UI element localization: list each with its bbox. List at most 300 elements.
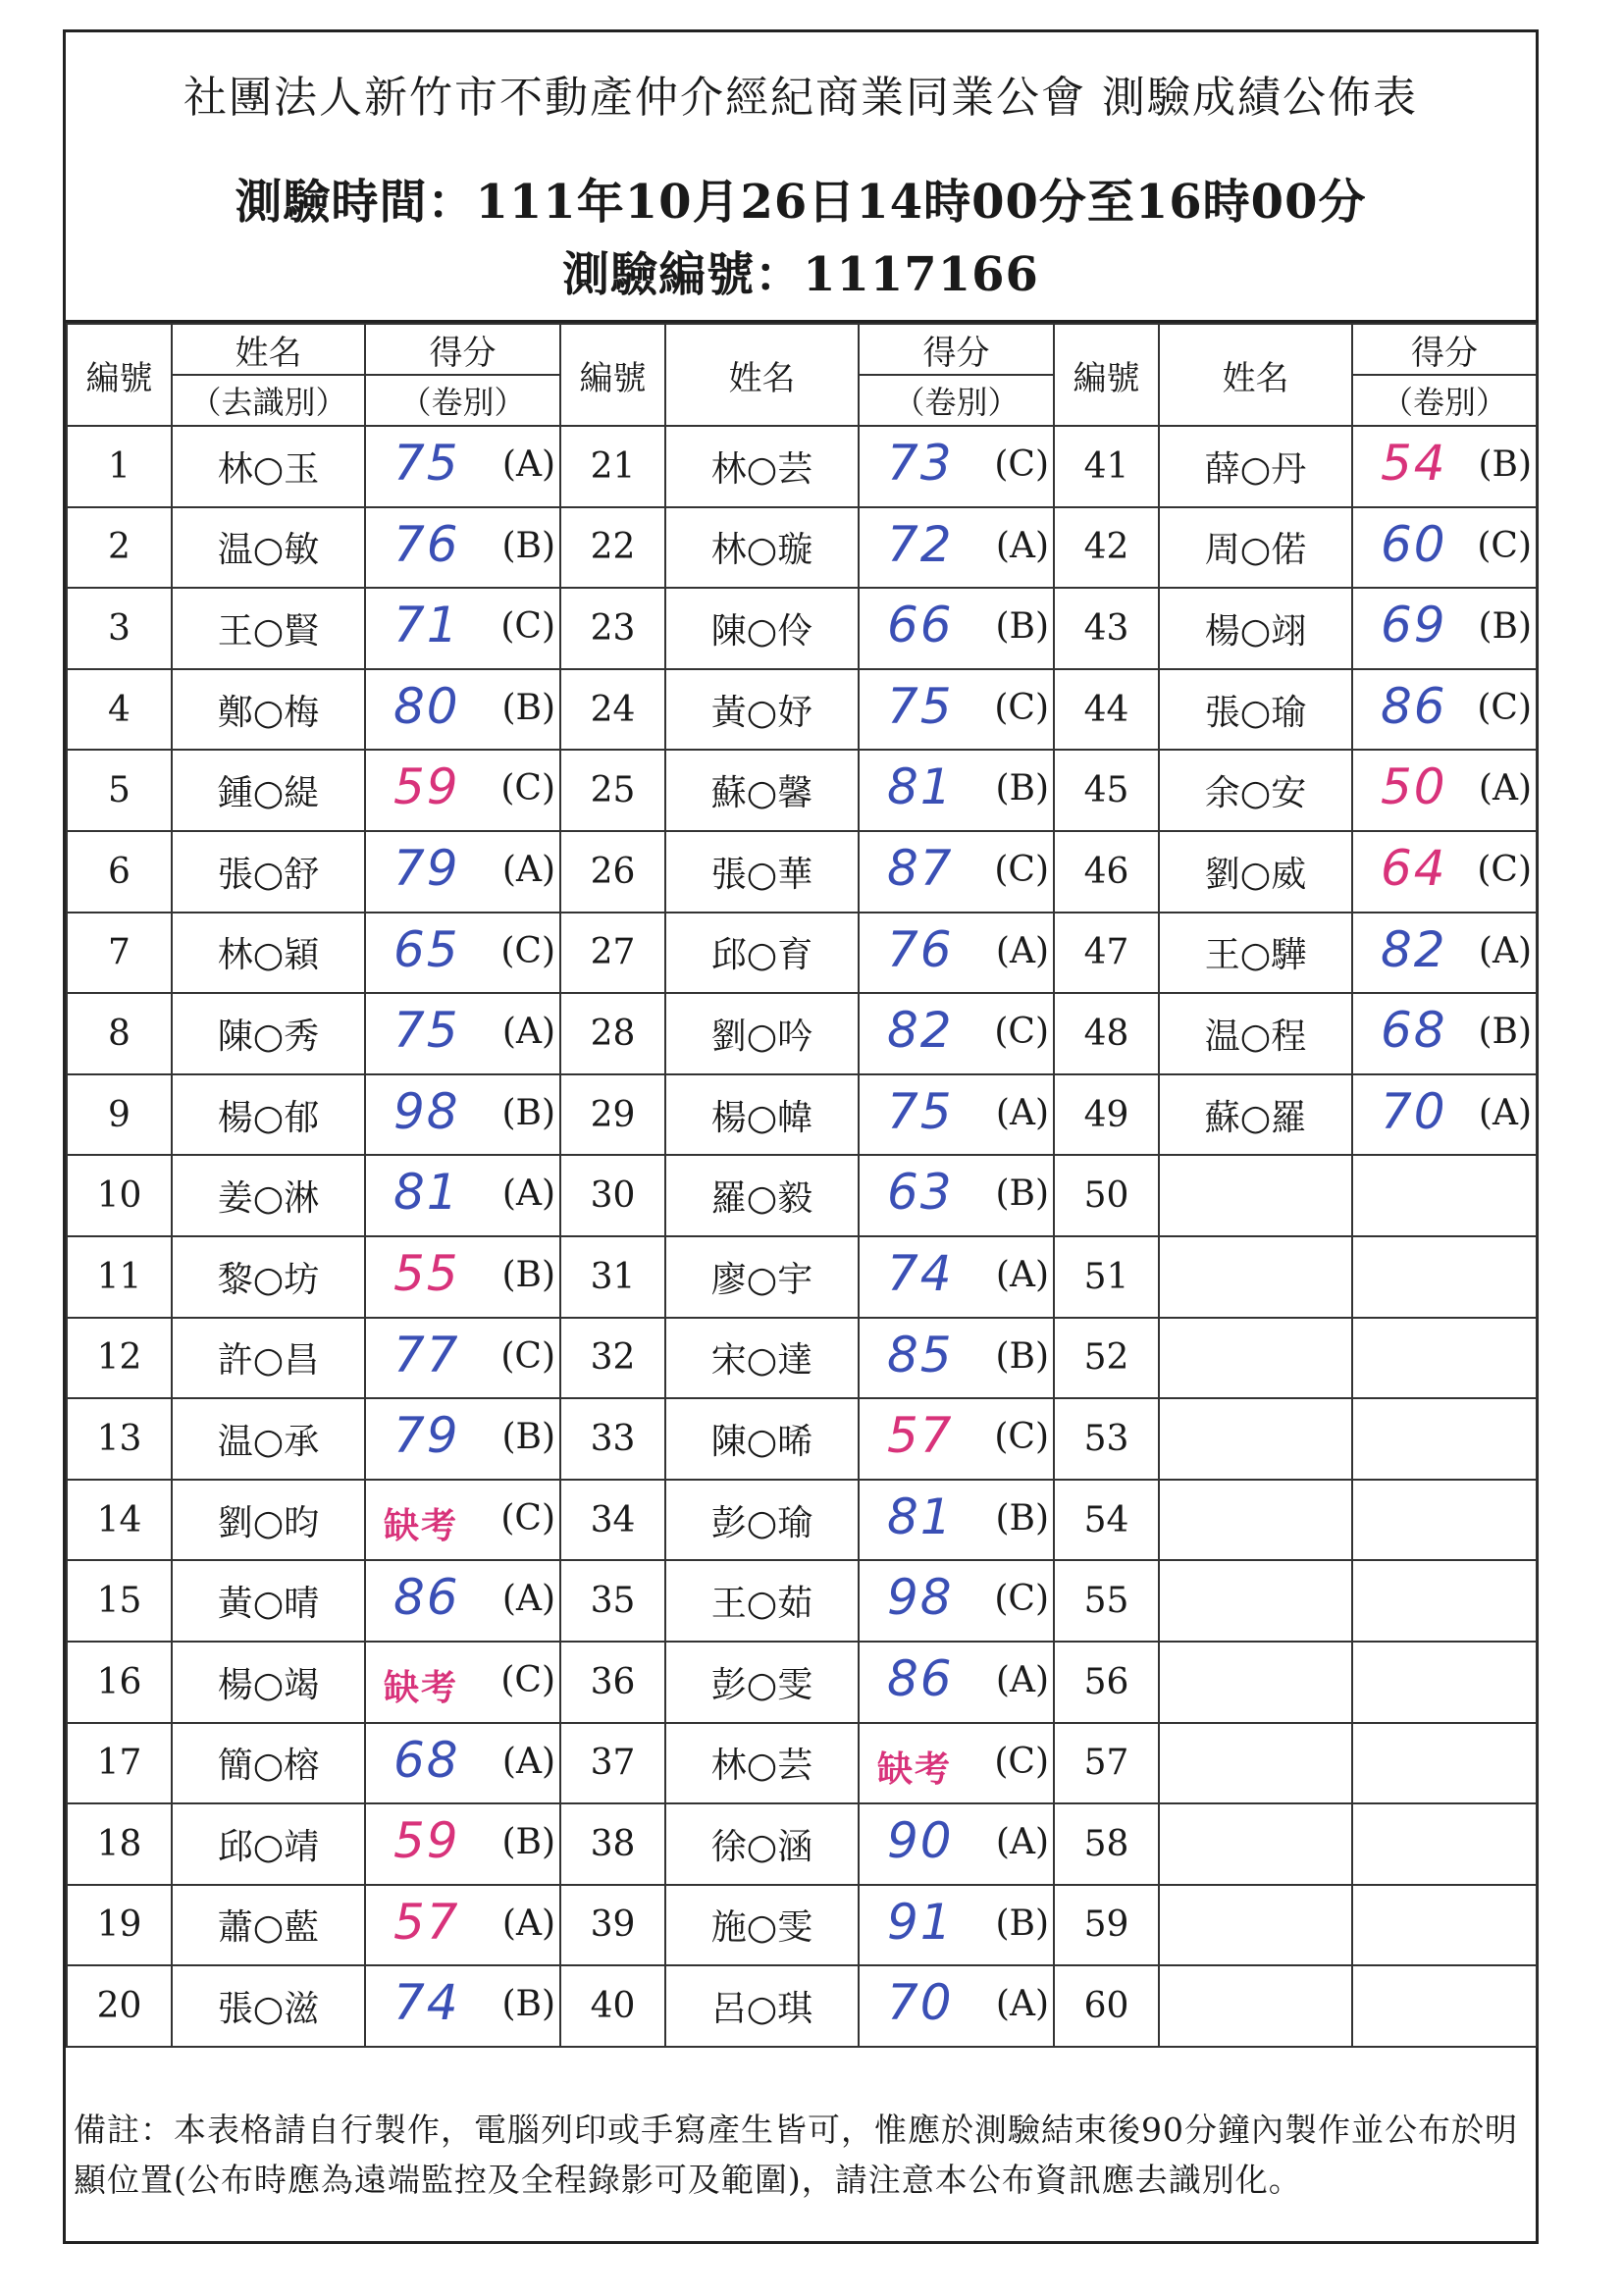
absent-stamp: 缺考 xyxy=(384,1666,459,1708)
paper-version: (B) xyxy=(501,687,555,728)
entry-score-cell xyxy=(1352,913,1537,994)
paper-version: (B) xyxy=(501,1822,555,1863)
table-row xyxy=(67,426,1537,507)
handwritten-score: 70 xyxy=(887,1974,954,2032)
entry-number: 39 xyxy=(560,1885,665,1966)
entry-name xyxy=(1159,1318,1352,1399)
entry-name: 温○程 xyxy=(1159,993,1352,1074)
entry-score-cell xyxy=(1352,1885,1537,1966)
handwritten-score: 69 xyxy=(1381,597,1447,654)
handwritten-score: 81 xyxy=(393,1164,460,1222)
entry-score-cell xyxy=(1352,831,1537,913)
paper-version: (A) xyxy=(1478,1092,1532,1133)
entry-number: 6 xyxy=(67,831,172,913)
table-row xyxy=(67,1885,1537,1966)
entry-number: 53 xyxy=(1054,1398,1159,1480)
entry-name: 羅○毅 xyxy=(665,1155,859,1236)
paper-version: (A) xyxy=(995,1659,1049,1700)
handwritten-score: 50 xyxy=(1381,758,1447,816)
entry-score-cell xyxy=(859,1642,1054,1723)
entry-name: 鄭○梅 xyxy=(172,669,365,751)
entry-score-cell xyxy=(859,1074,1054,1156)
paper-version: (B) xyxy=(501,1254,555,1295)
entry-number: 5 xyxy=(67,750,172,831)
entry-score-cell xyxy=(365,1074,560,1156)
paper-version: (B) xyxy=(995,606,1049,648)
entry-score-cell xyxy=(365,1398,560,1480)
entry-number: 24 xyxy=(560,669,665,751)
entry-score-cell xyxy=(1352,1074,1537,1156)
handwritten-score: 57 xyxy=(887,1407,954,1465)
table-row xyxy=(67,1155,1537,1236)
entry-name xyxy=(1159,1155,1352,1236)
header-name: 姓名 xyxy=(665,324,859,426)
handwritten-score: 86 xyxy=(393,1569,460,1627)
handwritten-score: 77 xyxy=(393,1326,460,1383)
entry-name: 張○舒 xyxy=(172,831,365,913)
entry-name: 邱○靖 xyxy=(172,1803,365,1885)
entry-name: 陳○伶 xyxy=(665,588,859,669)
entry-score-cell xyxy=(1352,1398,1537,1480)
header-score: 得分 xyxy=(859,324,1054,375)
table-row xyxy=(67,1318,1537,1399)
entry-number: 34 xyxy=(560,1480,665,1561)
paper-version: (B) xyxy=(995,1497,1049,1539)
handwritten-score: 82 xyxy=(887,1002,954,1060)
paper-version: (A) xyxy=(501,1579,555,1620)
table-row xyxy=(67,993,1537,1074)
paper-version: (C) xyxy=(500,1335,555,1377)
entry-name: 温○敏 xyxy=(172,507,365,589)
handwritten-score: 75 xyxy=(887,1082,954,1140)
table-row xyxy=(67,1398,1537,1480)
sheet-header xyxy=(66,32,1536,323)
entry-number: 22 xyxy=(560,507,665,589)
entry-number: 59 xyxy=(1054,1885,1159,1966)
entry-number: 36 xyxy=(560,1642,665,1723)
entry-number: 23 xyxy=(560,588,665,669)
entry-number: 31 xyxy=(560,1236,665,1318)
table-row xyxy=(67,831,1537,913)
header-score: 得分 xyxy=(365,324,560,375)
entry-score-cell xyxy=(1352,669,1537,751)
entry-score-cell xyxy=(859,1318,1054,1399)
entry-name xyxy=(1159,1723,1352,1804)
handwritten-score: 60 xyxy=(1381,515,1447,573)
score-sheet xyxy=(63,29,1539,2244)
entry-name: 楊○郁 xyxy=(172,1074,365,1156)
paper-version: (C) xyxy=(1477,687,1532,728)
entry-number: 17 xyxy=(67,1723,172,1804)
handwritten-score: 91 xyxy=(887,1893,954,1951)
entry-score-cell xyxy=(859,1885,1054,1966)
paper-version: (A) xyxy=(995,1984,1049,2025)
handwritten-score: 72 xyxy=(887,515,954,573)
entry-score-cell xyxy=(365,1155,560,1236)
header-no: 編號 xyxy=(67,324,172,426)
handwritten-score: 64 xyxy=(1381,839,1447,897)
entry-score-cell xyxy=(859,588,1054,669)
entry-score-cell xyxy=(1352,1965,1537,2047)
entry-number: 30 xyxy=(560,1155,665,1236)
entry-number: 55 xyxy=(1054,1560,1159,1642)
entry-number: 50 xyxy=(1054,1155,1159,1236)
handwritten-score: 85 xyxy=(887,1326,954,1383)
entry-number: 2 xyxy=(67,507,172,589)
handwritten-score: 86 xyxy=(1381,677,1447,735)
paper-version: (B) xyxy=(995,1903,1049,1944)
entry-score-cell xyxy=(1352,1560,1537,1642)
exam-number: 測驗編號：1117166 xyxy=(562,247,1039,302)
entry-name: 楊○幃 xyxy=(665,1074,859,1156)
entry-score-cell xyxy=(365,1965,560,2047)
entry-number: 32 xyxy=(560,1318,665,1399)
entry-name: 林○穎 xyxy=(172,913,365,994)
entry-number: 35 xyxy=(560,1560,665,1642)
entry-number: 25 xyxy=(560,750,665,831)
entry-number: 15 xyxy=(67,1560,172,1642)
entry-name: 張○滋 xyxy=(172,1965,365,2047)
organization-title: 社團法人新竹市不動產仲介經紀商業同業公會 測驗成績公佈表 xyxy=(183,73,1418,123)
entry-score-cell xyxy=(1352,1642,1537,1723)
handwritten-score: 71 xyxy=(393,597,460,654)
table-row xyxy=(67,1074,1537,1156)
handwritten-score: 81 xyxy=(887,1487,954,1545)
handwritten-score: 98 xyxy=(393,1082,460,1140)
remarks: 備註：本表格請自行製作，電腦列印或手寫產生皆可，惟應於測驗結束後90分鐘內製作並公布於明顯位置(公布時應為遠端監控及全程錄影可及範圍)，請注意本公布資訊應去識別化。 xyxy=(74,2111,1518,2199)
entry-number: 56 xyxy=(1054,1642,1159,1723)
entry-score-cell xyxy=(365,588,560,669)
entry-name xyxy=(1159,1398,1352,1480)
entry-score-cell xyxy=(365,1318,560,1399)
paper-version: (B) xyxy=(1478,606,1532,648)
entry-number: 33 xyxy=(560,1398,665,1480)
paper-version: (A) xyxy=(1478,768,1532,809)
entry-score-cell xyxy=(365,669,560,751)
entry-name xyxy=(1159,1803,1352,1885)
handwritten-score: 79 xyxy=(393,1407,460,1465)
entry-score-cell xyxy=(859,1480,1054,1561)
exam-time: 測驗時間：111年10月26日14時00分至16時00分 xyxy=(235,175,1367,230)
entry-number: 44 xyxy=(1054,669,1159,751)
entry-number: 46 xyxy=(1054,831,1159,913)
entry-score-cell xyxy=(365,1803,560,1885)
entry-number: 42 xyxy=(1054,507,1159,589)
paper-version: (A) xyxy=(995,930,1049,971)
header-no: 編號 xyxy=(560,324,665,426)
paper-version: (B) xyxy=(995,768,1049,809)
paper-version: (C) xyxy=(500,930,555,971)
entry-number: 52 xyxy=(1054,1318,1159,1399)
entry-number: 27 xyxy=(560,913,665,994)
entry-score-cell xyxy=(1352,1236,1537,1318)
header-score-sub: （卷別） xyxy=(1352,375,1537,426)
entry-number: 51 xyxy=(1054,1236,1159,1318)
entry-score-cell xyxy=(1352,1155,1537,1236)
absent-stamp: 缺考 xyxy=(384,1504,459,1546)
paper-version: (B) xyxy=(1478,1012,1532,1053)
entry-number: 48 xyxy=(1054,993,1159,1074)
score-table xyxy=(66,323,1538,2048)
paper-version: (C) xyxy=(994,849,1049,890)
entry-name: 楊○翊 xyxy=(1159,588,1352,669)
table-row xyxy=(67,913,1537,994)
entry-score-cell xyxy=(859,1236,1054,1318)
handwritten-score: 73 xyxy=(887,435,954,492)
paper-version: (C) xyxy=(994,1417,1049,1458)
paper-version: (B) xyxy=(501,1417,555,1458)
entry-score-cell xyxy=(365,831,560,913)
entry-number: 38 xyxy=(560,1803,665,1885)
entry-name: 施○雯 xyxy=(665,1885,859,1966)
entry-name xyxy=(1159,1236,1352,1318)
handwritten-score: 55 xyxy=(393,1244,460,1302)
entry-score-cell xyxy=(365,1885,560,1966)
entry-score-cell xyxy=(859,831,1054,913)
entry-number: 43 xyxy=(1054,588,1159,669)
entry-name: 王○茹 xyxy=(665,1560,859,1642)
entry-name: 劉○昀 xyxy=(172,1480,365,1561)
entry-name: 呂○琪 xyxy=(665,1965,859,2047)
header-name: 姓名 xyxy=(172,324,365,375)
handwritten-score: 65 xyxy=(393,920,460,978)
entry-score-cell xyxy=(1352,750,1537,831)
paper-version: (C) xyxy=(994,1741,1049,1782)
entry-name: 許○昌 xyxy=(172,1318,365,1399)
entry-name: 王○賢 xyxy=(172,588,365,669)
handwritten-score: 81 xyxy=(887,758,954,816)
header-no: 編號 xyxy=(1054,324,1159,426)
paper-version: (A) xyxy=(501,1741,555,1782)
table-row xyxy=(67,750,1537,831)
entry-score-cell xyxy=(365,993,560,1074)
table-row xyxy=(67,1560,1537,1642)
entry-number: 20 xyxy=(67,1965,172,2047)
entry-number: 26 xyxy=(560,831,665,913)
entry-number: 19 xyxy=(67,1885,172,1966)
paper-version: (A) xyxy=(1478,930,1532,971)
entry-number: 41 xyxy=(1054,426,1159,507)
paper-version: (A) xyxy=(995,1254,1049,1295)
table-row xyxy=(67,1803,1537,1885)
entry-name: 林○玉 xyxy=(172,426,365,507)
table-row xyxy=(67,1642,1537,1723)
entry-name: 黎○坊 xyxy=(172,1236,365,1318)
entry-name: 劉○吟 xyxy=(665,993,859,1074)
entry-name: 薛○丹 xyxy=(1159,426,1352,507)
entry-number: 37 xyxy=(560,1723,665,1804)
paper-version: (C) xyxy=(1477,525,1532,566)
entry-score-cell xyxy=(859,993,1054,1074)
entry-number: 18 xyxy=(67,1803,172,1885)
entry-name: 黃○晴 xyxy=(172,1560,365,1642)
paper-version: (A) xyxy=(501,1903,555,1944)
entry-score-cell xyxy=(859,1965,1054,2047)
entry-number: 10 xyxy=(67,1155,172,1236)
table-row xyxy=(67,507,1537,589)
header-score-sub: （卷別） xyxy=(365,375,560,426)
paper-version: (C) xyxy=(994,444,1049,485)
handwritten-score: 68 xyxy=(393,1731,460,1789)
entry-score-cell xyxy=(365,913,560,994)
table-row xyxy=(67,1723,1537,1804)
entry-score-cell xyxy=(365,1236,560,1318)
entry-score-cell xyxy=(365,1560,560,1642)
entry-score-cell xyxy=(859,426,1054,507)
entry-number: 11 xyxy=(67,1236,172,1318)
entry-score-cell xyxy=(365,426,560,507)
entry-number: 40 xyxy=(560,1965,665,2047)
handwritten-score: 76 xyxy=(887,920,954,978)
paper-version: (A) xyxy=(995,525,1049,566)
entry-number: 29 xyxy=(560,1074,665,1156)
entry-score-cell xyxy=(859,750,1054,831)
handwritten-score: 75 xyxy=(393,1002,460,1060)
entry-name xyxy=(1159,1642,1352,1723)
entry-name: 温○承 xyxy=(172,1398,365,1480)
paper-version: (A) xyxy=(501,444,555,485)
paper-version: (C) xyxy=(994,687,1049,728)
entry-name xyxy=(1159,1965,1352,2047)
entry-name: 劉○威 xyxy=(1159,831,1352,913)
entry-name: 鍾○緹 xyxy=(172,750,365,831)
entry-number: 3 xyxy=(67,588,172,669)
entry-name: 邱○育 xyxy=(665,913,859,994)
paper-version: (A) xyxy=(501,849,555,890)
entry-score-cell xyxy=(859,1155,1054,1236)
entry-score-cell xyxy=(1352,588,1537,669)
handwritten-score: 74 xyxy=(393,1974,460,2032)
handwritten-score: 57 xyxy=(393,1893,460,1951)
paper-version: (B) xyxy=(995,1335,1049,1377)
entry-name: 林○璇 xyxy=(665,507,859,589)
handwritten-score: 82 xyxy=(1381,920,1447,978)
handwritten-score: 68 xyxy=(1381,1002,1447,1060)
table-row xyxy=(67,1236,1537,1318)
entry-number: 58 xyxy=(1054,1803,1159,1885)
entry-number: 21 xyxy=(560,426,665,507)
paper-version: (C) xyxy=(500,1659,555,1700)
entry-name: 陳○晞 xyxy=(665,1398,859,1480)
handwritten-score: 87 xyxy=(887,839,954,897)
entry-name: 余○安 xyxy=(1159,750,1352,831)
handwritten-score: 54 xyxy=(1381,435,1447,492)
entry-score-cell xyxy=(365,750,560,831)
table-row xyxy=(67,588,1537,669)
handwritten-score: 59 xyxy=(393,758,460,816)
header-score-sub: （卷別） xyxy=(859,375,1054,426)
entry-score-cell xyxy=(1352,1803,1537,1885)
paper-version: (C) xyxy=(500,1497,555,1539)
entry-score-cell xyxy=(365,1723,560,1804)
entry-score-cell xyxy=(859,913,1054,994)
entry-number: 1 xyxy=(67,426,172,507)
entry-name: 周○偌 xyxy=(1159,507,1352,589)
entry-name: 廖○宇 xyxy=(665,1236,859,1318)
entry-name: 簡○榕 xyxy=(172,1723,365,1804)
entry-number: 12 xyxy=(67,1318,172,1399)
handwritten-score: 66 xyxy=(887,597,954,654)
entry-score-cell xyxy=(859,669,1054,751)
paper-version: (C) xyxy=(1477,849,1532,890)
paper-version: (B) xyxy=(501,1092,555,1133)
entry-name: 蘇○羅 xyxy=(1159,1074,1352,1156)
entry-number: 60 xyxy=(1054,1965,1159,2047)
entry-number: 57 xyxy=(1054,1723,1159,1804)
paper-version: (B) xyxy=(501,1984,555,2025)
entry-score-cell xyxy=(365,1480,560,1561)
handwritten-score: 74 xyxy=(887,1244,954,1302)
paper-version: (B) xyxy=(1478,444,1532,485)
entry-number: 47 xyxy=(1054,913,1159,994)
table-row xyxy=(67,669,1537,751)
entry-name: 張○瑜 xyxy=(1159,669,1352,751)
header-score: 得分 xyxy=(1352,324,1537,375)
entry-score-cell xyxy=(1352,1318,1537,1399)
entry-name xyxy=(1159,1885,1352,1966)
table-row xyxy=(67,1965,1537,2047)
header-name-sub: （去識別） xyxy=(172,375,365,426)
handwritten-score: 75 xyxy=(887,677,954,735)
handwritten-score: 80 xyxy=(393,677,460,735)
entry-score-cell xyxy=(1352,993,1537,1074)
entry-name: 宋○達 xyxy=(665,1318,859,1399)
handwritten-score: 76 xyxy=(393,515,460,573)
entry-name: 黃○妤 xyxy=(665,669,859,751)
entry-name: 陳○秀 xyxy=(172,993,365,1074)
handwritten-score: 86 xyxy=(887,1649,954,1707)
entry-name: 王○驊 xyxy=(1159,913,1352,994)
entry-score-cell xyxy=(859,1560,1054,1642)
handwritten-score: 90 xyxy=(887,1812,954,1870)
entry-name: 蕭○藍 xyxy=(172,1885,365,1966)
entry-score-cell xyxy=(859,1398,1054,1480)
entry-name: 楊○竭 xyxy=(172,1642,365,1723)
entry-score-cell xyxy=(859,1803,1054,1885)
paper-version: (C) xyxy=(994,1012,1049,1053)
entry-score-cell xyxy=(1352,507,1537,589)
entry-number: 7 xyxy=(67,913,172,994)
entry-name: 彭○瑜 xyxy=(665,1480,859,1561)
paper-version: (A) xyxy=(501,1012,555,1053)
paper-version: (B) xyxy=(501,525,555,566)
paper-version: (C) xyxy=(500,768,555,809)
entry-number: 9 xyxy=(67,1074,172,1156)
entry-name: 林○芸 xyxy=(665,426,859,507)
entry-number: 16 xyxy=(67,1642,172,1723)
entry-name xyxy=(1159,1480,1352,1561)
paper-version: (B) xyxy=(995,1174,1049,1215)
entry-name xyxy=(1159,1560,1352,1642)
entry-score-cell xyxy=(365,1642,560,1723)
handwritten-score: 59 xyxy=(393,1812,460,1870)
entry-number: 8 xyxy=(67,993,172,1074)
entry-name: 林○芸 xyxy=(665,1723,859,1804)
paper-version: (C) xyxy=(994,1579,1049,1620)
entry-number: 14 xyxy=(67,1480,172,1561)
entry-score-cell xyxy=(1352,1723,1537,1804)
handwritten-score: 70 xyxy=(1381,1082,1447,1140)
entry-number: 45 xyxy=(1054,750,1159,831)
entry-score-cell xyxy=(859,1723,1054,1804)
paper-version: (A) xyxy=(501,1174,555,1215)
handwritten-score: 63 xyxy=(887,1164,954,1222)
entry-number: 54 xyxy=(1054,1480,1159,1561)
entry-name: 徐○涵 xyxy=(665,1803,859,1885)
entry-name: 彭○雯 xyxy=(665,1642,859,1723)
paper-version: (A) xyxy=(995,1092,1049,1133)
entry-number: 13 xyxy=(67,1398,172,1480)
